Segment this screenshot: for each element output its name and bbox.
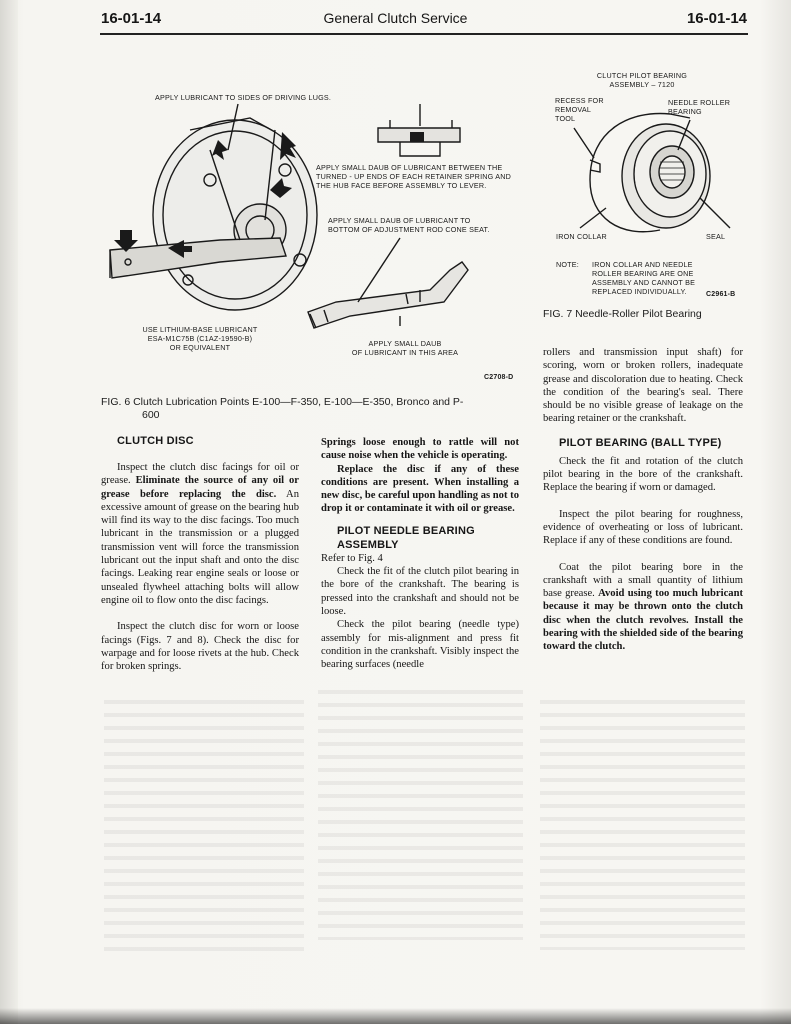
- fig6-code: C2708-D: [484, 374, 514, 381]
- text-column-2: [321, 436, 519, 671]
- text-run-bold: Eliminate the source of any oil or grease before replacing the disc.: [101, 475, 299, 500]
- bleed-through-texture: [104, 700, 304, 960]
- paragraph-replace-disc: [321, 463, 519, 516]
- fig7-label-recess-line2: REMOVAL: [555, 105, 592, 114]
- fig7-note-line2: ROLLER BEARING ARE ONE: [592, 269, 694, 278]
- paragraph-pilot-alignment: Check the pilot bearing (needle type) assembly for mis-alignment and press fit condition in the crankshaft. Visibly inspect the bearing surfaces (needle: [321, 619, 519, 671]
- text-run-bold: Avoid using too much lubricant because it may be thrown onto the clutch disc when the clutch revolves. Install the bearing with the shielded side of the bearing toward the clutch.: [543, 588, 743, 653]
- page-number-left: 16-01-14: [101, 10, 162, 27]
- text-run: Inspect the clutch disc facings for oil or grease.: [101, 462, 299, 487]
- fig7-label-title-line2: ASSEMBLY – 7120: [609, 80, 675, 89]
- text-run-bold: Replace the disc if any of these conditions are present. When installing a new disc, be careful upon handling as not to drop it or contaminate it with oil or grease.: [321, 463, 519, 515]
- fig6-label-retainer-line3: THE HUB FACE BEFORE ASSEMBLY TO LEVER.: [316, 181, 487, 190]
- page-binding-edge: [0, 0, 18, 1024]
- fig7-label-needle-line1: NEEDLE ROLLER: [668, 98, 731, 107]
- fig7-caption: FIG. 7 Needle-Roller Pilot Bearing: [543, 308, 702, 320]
- text-column-3: [543, 346, 743, 654]
- fig7-label-recess-line1: RECESS FOR: [555, 96, 604, 105]
- bleed-through-texture: [540, 700, 745, 950]
- fig7-pilot-bearing-drawing: [560, 100, 750, 240]
- heading-pilot-needle-bearing-line1: PILOT NEEDLE BEARING: [337, 524, 475, 537]
- fig7-label-iron-collar: IRON COLLAR: [556, 232, 607, 241]
- text-column-1: [101, 434, 299, 673]
- paragraph-springs: [321, 436, 519, 463]
- fig7-note-line3: ASSEMBLY AND CANNOT BE: [592, 278, 696, 287]
- header-rule: [100, 33, 748, 35]
- paragraph-ball-fit: Check the fit and rotation of the clutch pilot bearing in the bore of the crankshaft. Replace the bearing if worn or damaged.: [543, 455, 743, 494]
- fig6-label-lithium-line2: ESA-M1C75B (C1AZ-19590-B): [147, 334, 253, 343]
- paragraph-ball-inspect: Inspect the pilot bearing for roughness, evidence of overheating or loss of lubricant. Replace if any of these conditions are found.: [543, 508, 743, 547]
- fig6-label-lithium-line1: USE LITHIUM-BASE LUBRICANT: [142, 325, 258, 334]
- fig6-label-lithium-line3: OR EQUIVALENT: [169, 343, 231, 352]
- heading-pilot-bearing-ball: PILOT BEARING (BALL TYPE): [559, 436, 722, 449]
- fig7-note-label: NOTE:: [556, 260, 579, 269]
- fig6-label-area-line1: APPLY SMALL DAUB: [368, 339, 442, 348]
- bleed-through-texture: [318, 690, 523, 940]
- paragraph-ball-coat: [543, 561, 743, 654]
- heading-pilot-needle-bearing-line2: ASSEMBLY: [337, 538, 399, 551]
- fig7-label-title-line1: CLUTCH PILOT BEARING: [596, 71, 688, 80]
- fig7-note-line1: IRON COLLAR AND NEEDLE: [592, 260, 693, 269]
- text-run-bold: Springs loose enough to rattle will not cause noise when the vehicle is operating.: [321, 437, 519, 462]
- page-bottom-shadow: [0, 1008, 791, 1024]
- reference-fig4: Refer to Fig. 4: [321, 552, 383, 564]
- fig6-caption-line1: FIG. 6 Clutch Lubrication Points E-100—F-350, E-100—E-350, Bronco and P-: [101, 396, 464, 408]
- fig6-label-retainer-line2: TURNED - UP ENDS OF EACH RETAINER SPRING AND: [316, 172, 512, 181]
- fig6-caption-line2: 600: [142, 409, 160, 421]
- page-number-right: 16-01-14: [686, 10, 747, 27]
- fig6-label-rod-line2: BOTTOM OF ADJUSTMENT ROD CONE SEAT.: [328, 225, 490, 234]
- fig7-note-line4: REPLACED INDIVIDUALLY.: [592, 287, 687, 296]
- heading-clutch-disc: CLUTCH DISC: [117, 435, 194, 447]
- text-run: An excessive amount of grease on the bearing hub will find its way to the disc facings. Too much lubricant in the transmission or a plugged transmission vent will force the transmission lubricant out the input shaft and onto the disc facings. Leaking rear engine seals or loose or unsealed flywheel attaching bolts will allow engine oil to flow onto the disc facings.: [101, 488, 299, 606]
- fig6-label-driving-lugs: APPLY LUBRICANT TO SIDES OF DRIVING LUGS.: [155, 93, 332, 102]
- paragraph-rollers: rollers and transmission input shaft) for scoring, worn or broken rollers, inadequate grease and discoloration due to heating. Check the condition of the bearing's seal. There should be no visible grease of leakage on the bearing retainer or the crankshaft.: [543, 347, 743, 425]
- fig7-label-seal: SEAL: [706, 232, 726, 241]
- fig7-code: C2961-B: [706, 291, 736, 298]
- fig6-label-area-line2: OF LUBRICANT IN THIS AREA: [351, 348, 459, 357]
- fig7-label-needle-line2: BEARING: [668, 107, 702, 116]
- fig7-label-recess-line3: TOOL: [555, 114, 576, 123]
- page-title: General Clutch Service: [323, 10, 468, 26]
- paragraph-clutch-disc-1: [101, 461, 299, 607]
- paragraph-pilot-fit: Check the fit of the clutch pilot bearing in the bore of the crankshaft. The bearing is pressed into the crankshaft and should not be loose.: [321, 566, 519, 617]
- paragraph-clutch-disc-2: Inspect the clutch disc for worn or loose facings (Figs. 7 and 8). Check the disc for warpage and for loose rivets at the hub. Check for broken springs.: [101, 621, 299, 673]
- text-run: Coat the pilot bearing bore in the crankshaft with a small quantity of lithium base grease.: [543, 561, 743, 600]
- fig6-label-retainer-line1: APPLY SMALL DAUB OF LUBRICANT BETWEEN THE: [316, 163, 503, 172]
- fig6-label-rod-line1: APPLY SMALL DAUB OF LUBRICANT TO: [328, 216, 471, 225]
